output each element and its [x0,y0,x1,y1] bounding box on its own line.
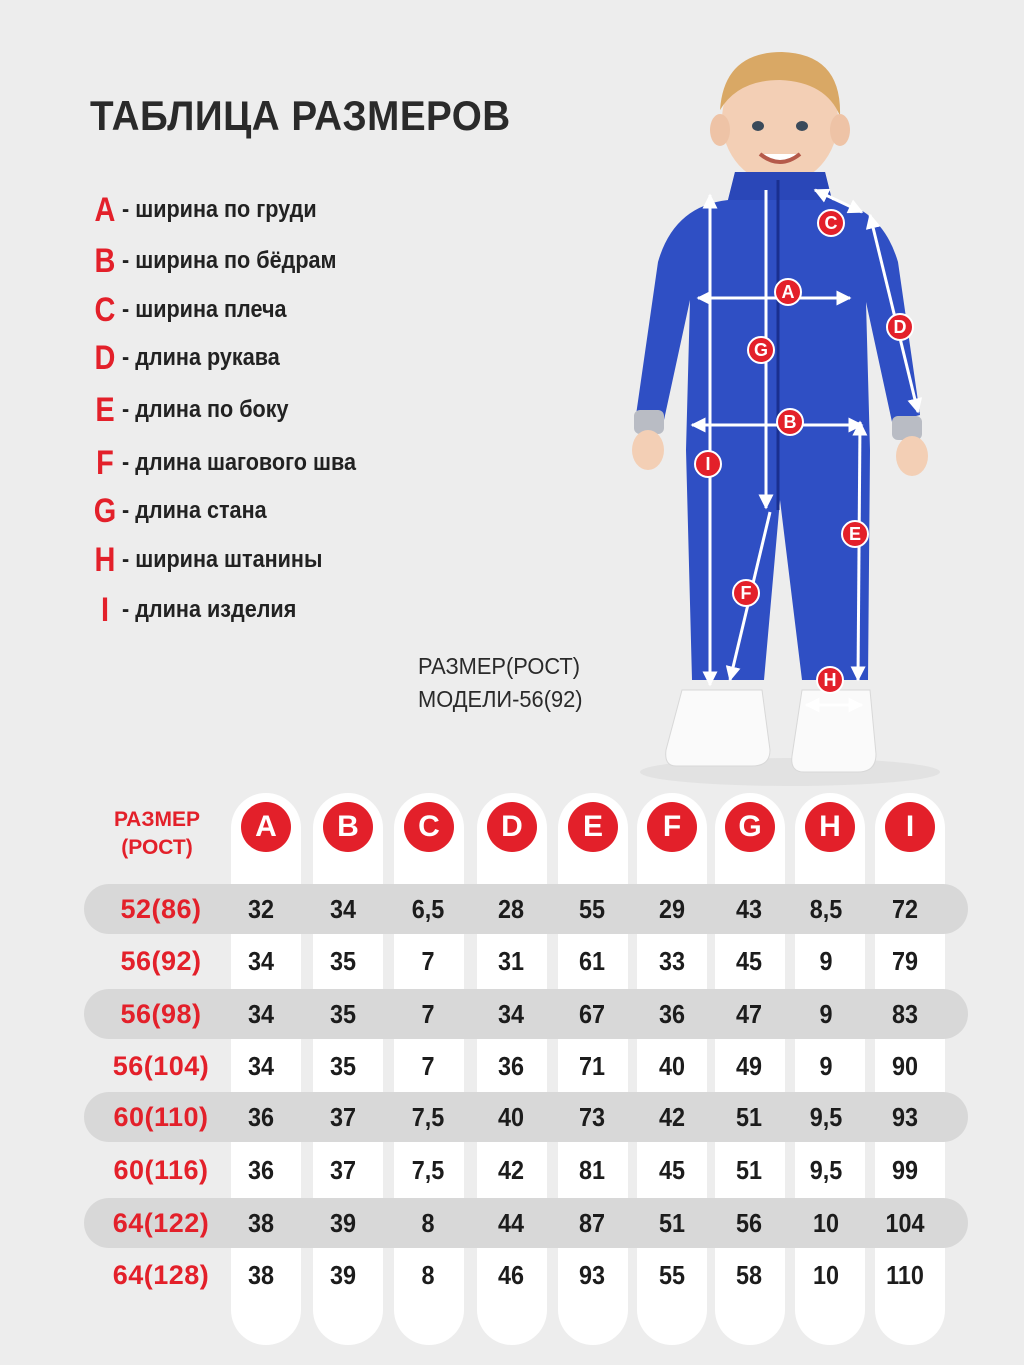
table-cell: 49 [735,1051,763,1081]
legend-text: - длина по боку [122,396,289,423]
legend-text: - ширина плеча [122,296,287,323]
column-header-f: F [647,802,697,852]
table-cell: 51 [658,1208,686,1238]
table-cell: 31 [497,946,525,976]
table-cell: 39 [329,1260,357,1290]
marker-a [775,279,801,305]
legend-item-f [88,439,382,487]
legend-item-d [88,334,297,382]
table-cell: 35 [329,946,357,976]
svg-text:I: I [705,454,711,474]
table-cell: 36 [497,1051,525,1081]
column-header-a: A [241,802,291,852]
table-cell: 29 [658,894,686,924]
child-jumpsuit-figure [620,30,950,790]
table-cell: 8 [421,1208,435,1238]
svg-text:F: F [740,583,752,603]
legend-item-c [88,286,305,334]
table-cell: 28 [497,894,525,924]
table-cell: 8,5 [809,894,843,924]
table-cell: 93 [891,1102,919,1132]
table-cell: 45 [735,946,763,976]
page-title: ТАБЛИЦА РАЗМЕРОВ [90,92,511,139]
child-head [710,52,850,184]
legend-letter: A [94,190,116,229]
marker-i [695,451,721,477]
row-size: 56(98) [120,999,202,1029]
table-cell: 55 [658,1260,686,1290]
table-cell: 87 [578,1208,606,1238]
table-cell: 110 [886,1260,924,1290]
table-cell: 7 [421,999,435,1029]
table-cell: 39 [329,1208,357,1238]
marker-g [748,337,774,363]
table-cell: 7,5 [411,1102,445,1132]
table-cell: 36 [247,1102,275,1132]
svg-text:C: C [824,213,838,233]
legend-letter: C [94,290,116,329]
table-cell: 9 [819,999,833,1029]
marker-d [887,314,913,340]
table-cell: 55 [578,894,606,924]
table-cell: 9 [819,946,833,976]
row-size: 56(92) [120,946,202,976]
legend-item-i [88,586,316,634]
marker-e [842,521,868,547]
svg-text:B: B [783,412,797,432]
table-cell: 46 [497,1260,525,1290]
table-cell: 104 [885,1208,925,1238]
table-cell: 42 [658,1102,686,1132]
table-cell: 7,5 [411,1155,445,1185]
legend-text: - ширина по бёдрам [122,247,337,274]
svg-text:G: G [753,340,769,360]
table-cell: 7 [421,1051,435,1081]
legend-letter: I [100,590,110,629]
row-size: 56(104) [112,1051,210,1081]
row-size: 60(116) [113,1155,209,1185]
table-cell: 51 [735,1102,763,1132]
column-header-e: E [568,802,618,852]
table-cell: 35 [329,999,357,1029]
table-cell: 79 [891,946,919,976]
table-cell: 90 [891,1051,919,1081]
table-cell: 71 [578,1051,606,1081]
legend-text: - длина шагового шва [122,449,356,476]
column-header-h: H [805,802,855,852]
table-cell: 32 [247,894,275,924]
column-header-i: I [885,802,935,852]
table-cell: 37 [329,1155,357,1185]
table-cell: 34 [247,946,275,976]
legend-item-h [88,536,345,584]
table-cell: 35 [329,1051,357,1081]
table-cell: 42 [497,1155,525,1185]
column-header-b: B [323,802,373,852]
column-header-c: C [404,802,454,852]
table-cell: 47 [735,999,763,1029]
table-cell: 72 [891,894,919,924]
table-cell: 73 [578,1102,606,1132]
marker-f [733,580,759,606]
table-cell: 36 [247,1155,275,1185]
row-size: 60(110) [113,1102,209,1132]
table-cell: 58 [735,1260,763,1290]
table-cell: 8 [421,1260,435,1290]
legend-item-e [88,386,307,434]
marker-h [817,667,843,693]
table-cell: 99 [891,1155,919,1185]
svg-text:D: D [893,317,907,337]
legend-text: - длина изделия [122,596,297,623]
model-size-line1: РАЗМЕР(РОСТ) [418,653,581,679]
marker-c [818,210,844,236]
svg-text:E: E [848,524,862,544]
row-size: 64(128) [112,1260,210,1290]
table-cell: 9,5 [809,1155,843,1185]
table-cell: 43 [735,894,763,924]
table-cell: 40 [658,1051,686,1081]
svg-text:H: H [823,670,837,690]
table-cell: 44 [497,1208,525,1238]
size-column-header: РАЗМЕР (РОСТ) [114,808,200,859]
column-header-d: D [487,802,537,852]
table-cell: 9,5 [809,1102,843,1132]
table-cell: 6,5 [411,894,445,924]
table-cell: 10 [812,1208,840,1238]
table-cell: 56 [735,1208,763,1238]
table-cell: 9 [819,1051,833,1081]
column-header-g: G [725,802,775,852]
legend-text: - ширина по груди [122,196,317,223]
table-cell: 37 [329,1102,357,1132]
row-size: 52(86) [120,894,202,924]
table-cell: 34 [329,894,357,924]
table-cell: 34 [497,999,525,1029]
row-size: 64(122) [112,1208,210,1238]
table-cell: 67 [578,999,606,1029]
table-cell: 45 [658,1155,686,1185]
table-cell: 61 [578,946,606,976]
legend-text: - длина рукава [122,344,280,371]
svg-text:A: A [781,282,795,302]
table-cell: 10 [812,1260,840,1290]
model-size-line2: МОДЕЛИ-56(92) [418,686,583,712]
legend-letter: D [94,338,116,377]
table-cell: 7 [421,946,435,976]
legend-item-b [88,237,360,285]
marker-b [777,409,803,435]
legend-text: - длина стана [122,497,267,524]
legend-text: - ширина штанины [122,546,323,573]
legend-letter: F [96,443,114,482]
table-cell: 34 [247,999,275,1029]
legend-item-g [88,487,283,535]
legend-letter: E [95,390,115,429]
table-cell: 33 [658,946,686,976]
table-cell: 93 [578,1260,606,1290]
legend-letter: H [94,540,116,579]
table-cell: 34 [247,1051,275,1081]
table-cell: 38 [247,1208,275,1238]
table-cell: 38 [247,1260,275,1290]
table-cell: 36 [658,999,686,1029]
table-cell: 40 [497,1102,525,1132]
table-cell: 81 [578,1155,606,1185]
legend-item-a [88,186,338,234]
model-size-note [418,650,583,716]
legend-letter: G [93,491,117,530]
legend-letter: B [94,241,116,280]
table-cell: 51 [735,1155,763,1185]
table-cell: 83 [891,999,919,1029]
